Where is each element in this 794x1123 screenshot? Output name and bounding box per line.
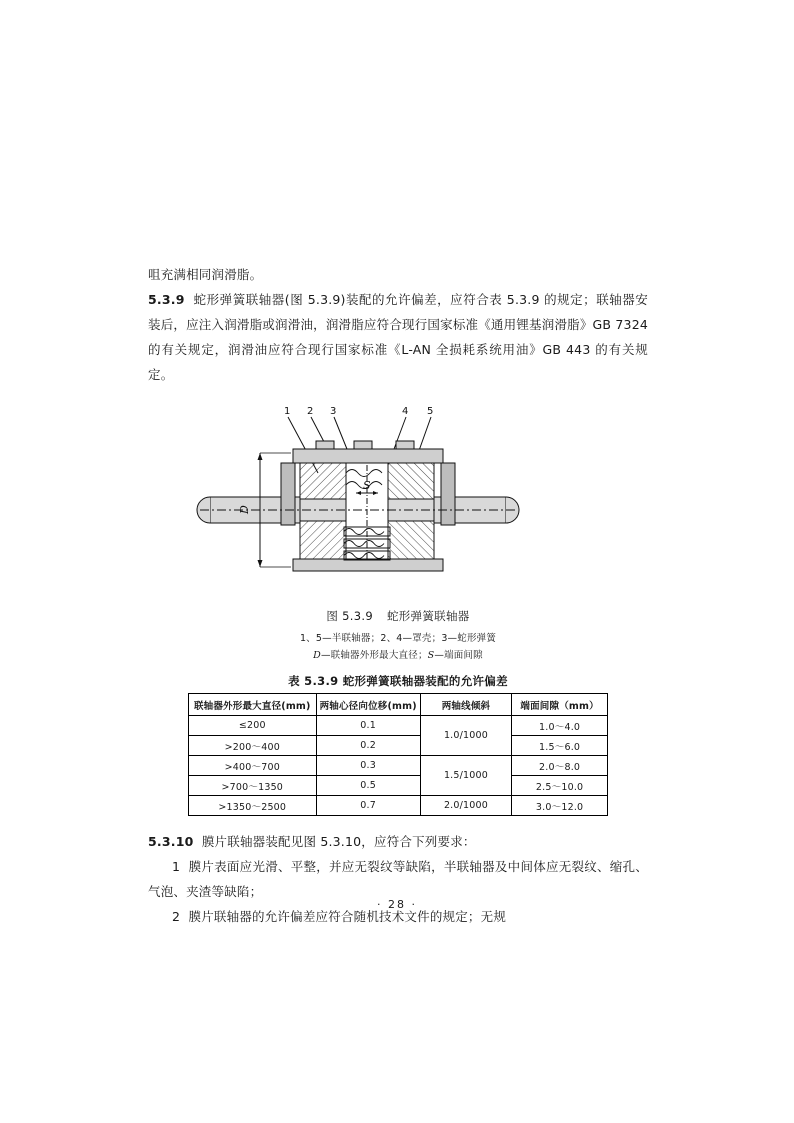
legend-text-d: —联轴器外形最大直径； xyxy=(320,650,428,661)
clause-text-5-3-10: 膜片联轴器装配见图 5.3.10，应符合下列要求： xyxy=(201,834,476,849)
cell-gap: 1.5～6.0 xyxy=(512,736,608,756)
table-row xyxy=(189,716,608,736)
cell-tilt: 1.5/1000 xyxy=(420,756,511,796)
item-text-2: 膜片联轴器的允许偏差应符合随机技术文件的规定；无规 xyxy=(188,909,507,924)
figure-5-3-9 xyxy=(148,401,648,661)
page-number-footer xyxy=(0,898,794,911)
partial-paragraph-top: 咀充满相同润滑脂。 xyxy=(148,267,263,282)
cell-radial: 0.7 xyxy=(316,796,420,816)
table-row xyxy=(189,736,608,756)
cell-gap: 1.0～4.0 xyxy=(512,716,608,736)
cell-diameter: ≤200 xyxy=(189,716,317,736)
legend-symbol-s: S xyxy=(427,650,435,661)
table-title: 表 5.3.9 蛇形弹簧联轴器装配的允许偏差 xyxy=(288,674,508,688)
figure-callout-1: 1 xyxy=(284,406,291,417)
cell-tilt: 1.0/1000 xyxy=(420,716,511,756)
figure-dim-label-s: S xyxy=(363,479,371,492)
cell-diameter: >1350～2500 xyxy=(189,796,317,816)
figure-callout-2: 2 xyxy=(307,406,314,417)
figure-callout-5: 5 xyxy=(427,406,434,417)
table-row xyxy=(189,776,608,796)
figure-caption-number: 图 5.3.9 xyxy=(326,609,373,623)
cell-diameter: >400～700 xyxy=(189,756,317,776)
clause-text-5-3-9: 蛇形弹簧联轴器(图 5.3.9)装配的允许偏差，应符合表 5.3.9 的规定；联轴器安装后，应注入润滑脂或润滑油，润滑脂应符合现行国家标准《通用锂基润滑脂》GB 7324 的有关规定，润滑油应符合现行国家标准《L-AN 全损耗系统用油》GB 443 的有关规定。 xyxy=(148,292,648,382)
clause-number-5-3-10: 5.3.10 xyxy=(148,834,194,849)
cell-diameter: >700～1350 xyxy=(189,776,317,796)
legend-symbol-d: D xyxy=(313,650,321,661)
cell-radial: 0.1 xyxy=(316,716,420,736)
figure-callout-3: 3 xyxy=(330,406,337,417)
figure-legend-line-1: 1、5—半联轴器；2、4—罩壳；3—蛇形弹簧 xyxy=(299,633,497,644)
table-5-3-9 xyxy=(188,693,608,816)
cell-tilt: 2.0/1000 xyxy=(420,796,511,816)
figure-caption xyxy=(148,608,648,624)
table-header-radial: 两轴心径向位移(mm) xyxy=(316,694,420,716)
figure-callout-4: 4 xyxy=(402,406,409,417)
table-header-gap: 端面间隙（mm） xyxy=(512,694,608,716)
figure-caption-title: 蛇形弹簧联轴器 xyxy=(386,609,470,623)
table-header-diameter: 联轴器外形最大直径(mm) xyxy=(189,694,317,716)
page-number-dot-left: · xyxy=(377,898,383,911)
clause-5-3-10 xyxy=(148,829,648,854)
table-header-row xyxy=(189,694,608,716)
item-text-1: 膜片表面应光滑、平整，并应无裂纹等缺陷，半联轴器及中间体应无裂纹、缩孔、气泡、夹渣等缺陷； xyxy=(148,859,649,899)
cell-radial: 0.2 xyxy=(316,736,420,756)
legend-text-s: —端面间隙 xyxy=(434,650,483,661)
cell-gap: 2.5～10.0 xyxy=(512,776,608,796)
page-number-dot-right: · xyxy=(411,898,417,911)
cell-gap: 3.0～12.0 xyxy=(512,796,608,816)
table-row xyxy=(189,796,608,816)
table-row xyxy=(189,756,608,776)
item-number-1: 1 xyxy=(172,859,181,874)
clause-number-5-3-9: 5.3.9 xyxy=(148,292,185,307)
page-number: 28 xyxy=(388,898,406,911)
clause-5-3-9 xyxy=(148,287,648,387)
coupling-diagram-svg xyxy=(148,401,648,606)
cell-diameter: >200～400 xyxy=(189,736,317,756)
table-header-tilt: 两轴线倾斜 xyxy=(420,694,511,716)
figure-legend-line-2 xyxy=(148,647,648,661)
figure-dim-label-d: D xyxy=(238,505,251,514)
item-number-2: 2 xyxy=(172,909,181,924)
cell-radial: 0.3 xyxy=(316,756,420,776)
cell-radial: 0.5 xyxy=(316,776,420,796)
cell-gap: 2.0～8.0 xyxy=(512,756,608,776)
clause-5-3-10-item-1 xyxy=(148,854,648,904)
figure-drawing xyxy=(148,401,648,606)
page-content xyxy=(148,262,648,929)
